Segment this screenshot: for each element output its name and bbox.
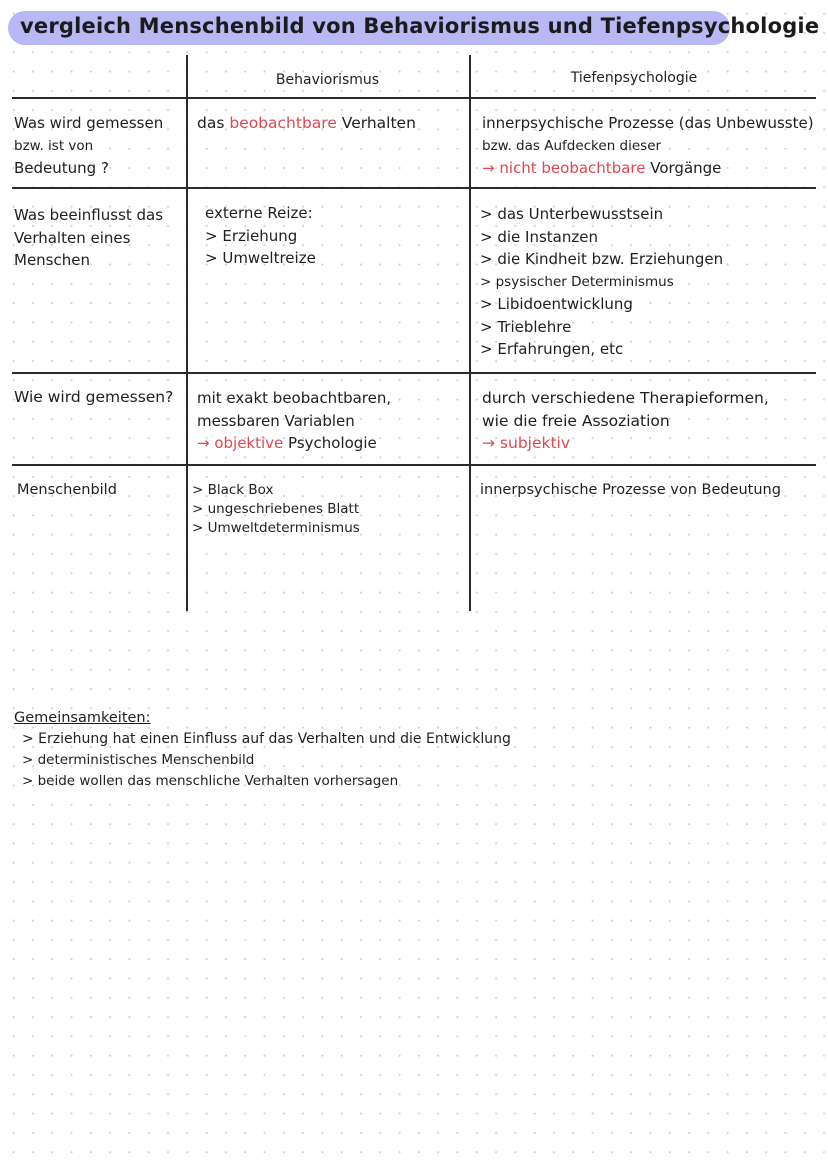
row1-behaviorismus xyxy=(197,112,416,135)
row3-tief-line1: durch verschiedene Therapieformen, xyxy=(482,389,769,407)
row1-tiefenpsychologie xyxy=(482,112,814,179)
row3-behaviorismus xyxy=(197,387,391,455)
row2-tief-line: > Erfahrungen, etc xyxy=(480,340,624,358)
row1-tief-line3-red: → nicht beobachtbare xyxy=(482,158,646,177)
row-line-3 xyxy=(12,464,816,466)
row2-question xyxy=(14,204,163,272)
row3-beh-line2: messbaren Variablen xyxy=(197,411,355,430)
common-item: > beide wollen das menschliche Verhalten vorhersagen xyxy=(22,773,399,789)
row2-question-line: Was beeinflusst das xyxy=(14,206,164,224)
common-list xyxy=(22,729,511,792)
row2-question-line: Menschen xyxy=(14,251,90,269)
common-item: > deterministisches Menschenbild xyxy=(22,752,255,768)
header-tiefenpsychologie: Tiefenpsychologie xyxy=(570,70,698,86)
table-divider-left xyxy=(186,55,188,611)
row1-tief-line3-post: Vorgänge xyxy=(645,158,722,177)
row2-tief-line: > die Kindheit bzw. Erziehungen xyxy=(480,250,724,268)
row4-beh-line: > Black Box xyxy=(192,482,274,498)
row2-tief-line: > die Instanzen xyxy=(480,227,598,246)
row4-beh-line: > ungeschriebenes Blatt xyxy=(192,501,360,517)
row1-beh-pre: das xyxy=(197,114,230,132)
row-line-header xyxy=(12,97,816,99)
table-divider-right xyxy=(469,55,471,611)
row1-question-line: Bedeutung ? xyxy=(14,158,109,177)
row2-tief-line: > psysischer Determinismus xyxy=(480,273,674,290)
row4-beh-line: > Umweltdeterminismus xyxy=(192,520,360,536)
row3-tiefenpsychologie xyxy=(482,387,769,455)
row4-tiefenpsychologie: innerpsychische Prozesse von Bedeutung xyxy=(480,482,781,498)
page-title: vergleich Menschenbild von Behaviorismus und Tiefenpsychologie xyxy=(20,14,820,38)
row2-tief-line: > das Unterbewusstsein xyxy=(480,205,664,223)
row-line-2 xyxy=(12,372,816,374)
row2-beh-line: > Umweltreize xyxy=(205,249,316,267)
row-line-1 xyxy=(12,187,816,189)
header-behaviorismus: Behaviorismus xyxy=(275,72,380,88)
row4-behaviorismus xyxy=(192,481,360,538)
row1-question-line: Was wird gemessen xyxy=(14,114,164,132)
row2-beh-line: > Erziehung xyxy=(205,226,298,245)
row2-tiefenpsychologie xyxy=(480,203,723,361)
row2-tief-line: > Libidoentwicklung xyxy=(480,295,633,313)
row1-question xyxy=(14,112,163,179)
row4-question: Menschenbild xyxy=(17,482,117,498)
row2-beh-line: externe Reize: xyxy=(205,204,313,222)
row2-behaviorismus xyxy=(205,202,316,270)
row3-beh-line3-post: Psychologie xyxy=(283,434,377,452)
row3-tief-line2: wie die freie Assoziation xyxy=(482,411,670,430)
row1-tief-line2: bzw. das Aufdecken dieser xyxy=(482,137,662,154)
row3-tief-line3-red: → subjektiv xyxy=(482,434,571,452)
row3-beh-line3-red: → objektive xyxy=(197,434,284,452)
row1-tief-line1: innerpsychische Prozesse (das Unbewusste) xyxy=(482,114,814,132)
row2-question-line: Verhalten eines xyxy=(14,228,131,247)
row3-beh-line1: mit exakt beobachtbaren, xyxy=(197,389,392,407)
common-heading: Gemeinsamkeiten: xyxy=(14,710,151,726)
row2-tief-line: > Trieblehre xyxy=(480,317,572,336)
row3-question: Wie wird gemessen? xyxy=(14,388,174,406)
common-item: > Erziehung hat einen Einfluss auf das Verhalten und die Entwicklung xyxy=(22,731,511,747)
row1-beh-post: Verhalten xyxy=(336,114,416,132)
row1-beh-red: beobachtbare xyxy=(229,114,337,132)
row1-question-line: bzw. ist von xyxy=(14,137,94,154)
